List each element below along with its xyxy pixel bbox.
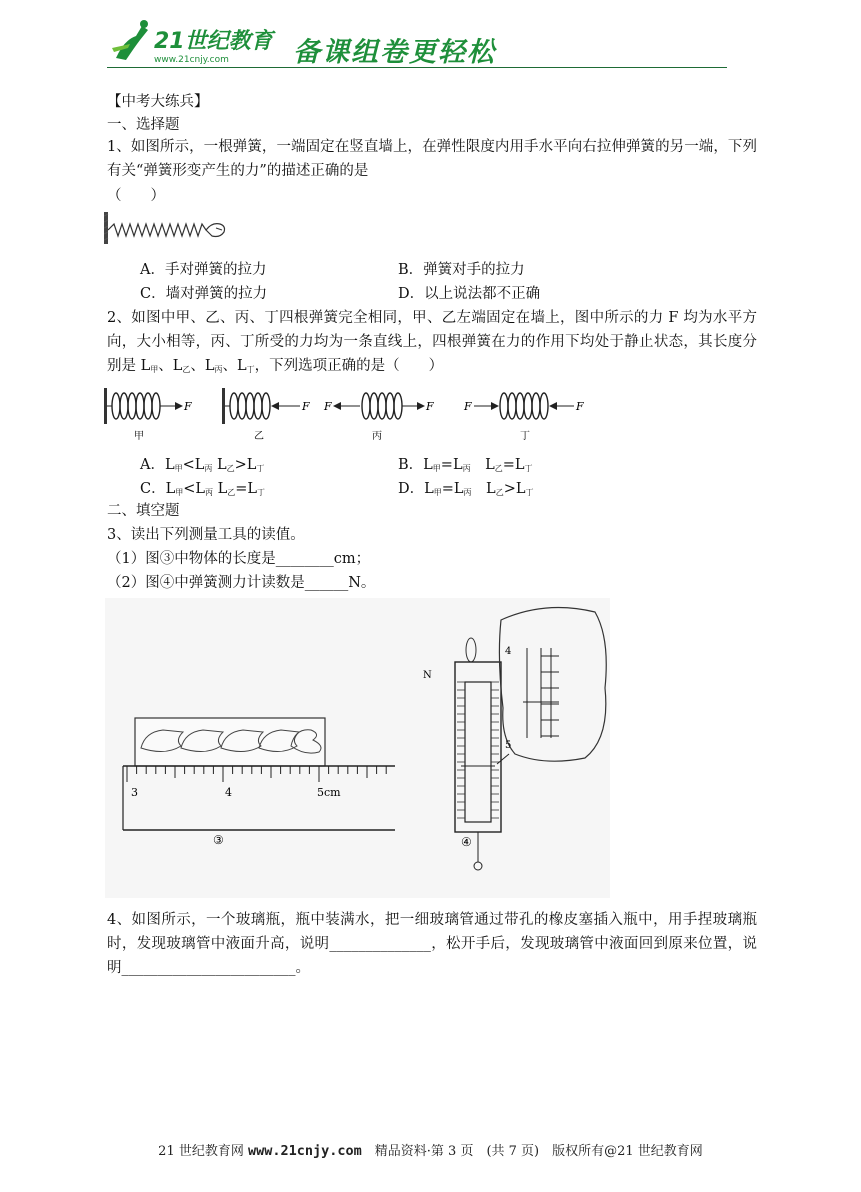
ruler-tick-label-3: 3 [131, 786, 138, 799]
q3-sub1: （1）图③中物体的长度是________cm； [107, 551, 371, 567]
q2-option-a[interactable]: A．$L_甲<L_丙$ $L_乙>L_丁$ [140, 457, 265, 473]
footer-url[interactable]: www.21cnjy.com [247, 1143, 362, 1159]
svg-text:F: F [464, 400, 472, 413]
q2-text: 2、如图中甲、乙、丙、丁四根弹簧完全相同，甲、乙左端固定在墙上，图中所示的力 F 均为水平方向，大小相等，丙、丁所受的力均为一条直线上，四根弹簧在力的作用下均处于静止状态，其长度分别是 $L_甲$、$L_乙$、$L_丙$、$L_丁$，下列选项正确的是（ ） [107, 310, 757, 374]
q2-option-d[interactable]: D．$L_甲=L_丙$ $L_乙>L_丁$ [398, 481, 534, 497]
meter-tick-5: 5 [505, 740, 512, 751]
q1-option-c[interactable]: C．墙对弹簧的拉力 [140, 286, 268, 302]
q1-bracket: （ ） [107, 188, 165, 204]
q2-option-b[interactable]: B．$L_甲=L_丙$ $L_乙=L_丁$ [398, 457, 533, 473]
svg-text:丙: 丙 [372, 431, 382, 442]
q1-spring-figure [104, 210, 234, 250]
part1-title: 一、选择题 [107, 117, 180, 133]
logo-url: www.21cnjy.com [154, 55, 229, 65]
svg-text:F: F [576, 400, 584, 413]
svg-text:丁: 丁 [520, 431, 530, 442]
svg-text:乙: 乙 [254, 431, 264, 442]
q1-text: 1、如图所示，一根弹簧，一端固定在竖直墙上，在弹性限度内用手水平向右拉伸弹簧的另一端，下列有关“弹簧形变产生的力”的描述正确的是 [107, 139, 757, 179]
fig4-label: ④ [461, 835, 472, 849]
q4-text: 4、如图所示，一个玻璃瓶，瓶中装满水，把一细玻璃管通过带孔的橡皮塞插入瓶中，用手捏玻璃瓶时，发现玻璃管中液面升高，说明______________，松开手后，发现玻璃管中液面回到原来位置，说明________________________。 [107, 912, 757, 976]
ruler-tick-label-4: 4 [225, 786, 232, 799]
meter-tick-4: 4 [505, 646, 512, 657]
svg-text:F: F [426, 400, 434, 413]
svg-text:F: F [302, 400, 310, 413]
section-title: 【中考大练兵】 [107, 94, 209, 110]
q2-springs-figure [104, 384, 594, 448]
header-slogan: 备课组卷更轻松 [293, 37, 496, 68]
svg-text:甲: 甲 [134, 431, 144, 442]
q3-text: 3、读出下列测量工具的读值。 [107, 527, 305, 543]
site-logo [110, 18, 285, 70]
q3-sub2: （2）图④中弹簧测力计读数是______N。 [107, 575, 376, 591]
svg-text:F: F [184, 400, 192, 413]
q2-option-c[interactable]: C．$L_甲<L_丙$ $L_乙=L_丁$ [140, 481, 266, 497]
logo-text: 21世纪教育 [154, 29, 273, 54]
meter-unit: N [423, 670, 432, 681]
q3-figure [105, 598, 610, 902]
ruler-tick-label-5: 5cm [317, 786, 341, 799]
q1-option-d[interactable]: D．以上说法都不正确 [398, 286, 541, 302]
q1-option-a[interactable]: A．手对弹簧的拉力 [140, 262, 267, 278]
header-divider [107, 67, 727, 68]
q1-option-b[interactable]: B．弹簧对手的拉力 [398, 262, 525, 278]
page-footer: 21 世纪教育网 www.21cnjy.com 精品资料·第 3 页 (共 7 页) 版权所有@21 世纪教育网 [158, 1143, 703, 1159]
svg-text:F: F [324, 400, 332, 413]
part2-title: 二、填空题 [107, 503, 180, 519]
fig3-label: ③ [213, 833, 224, 847]
